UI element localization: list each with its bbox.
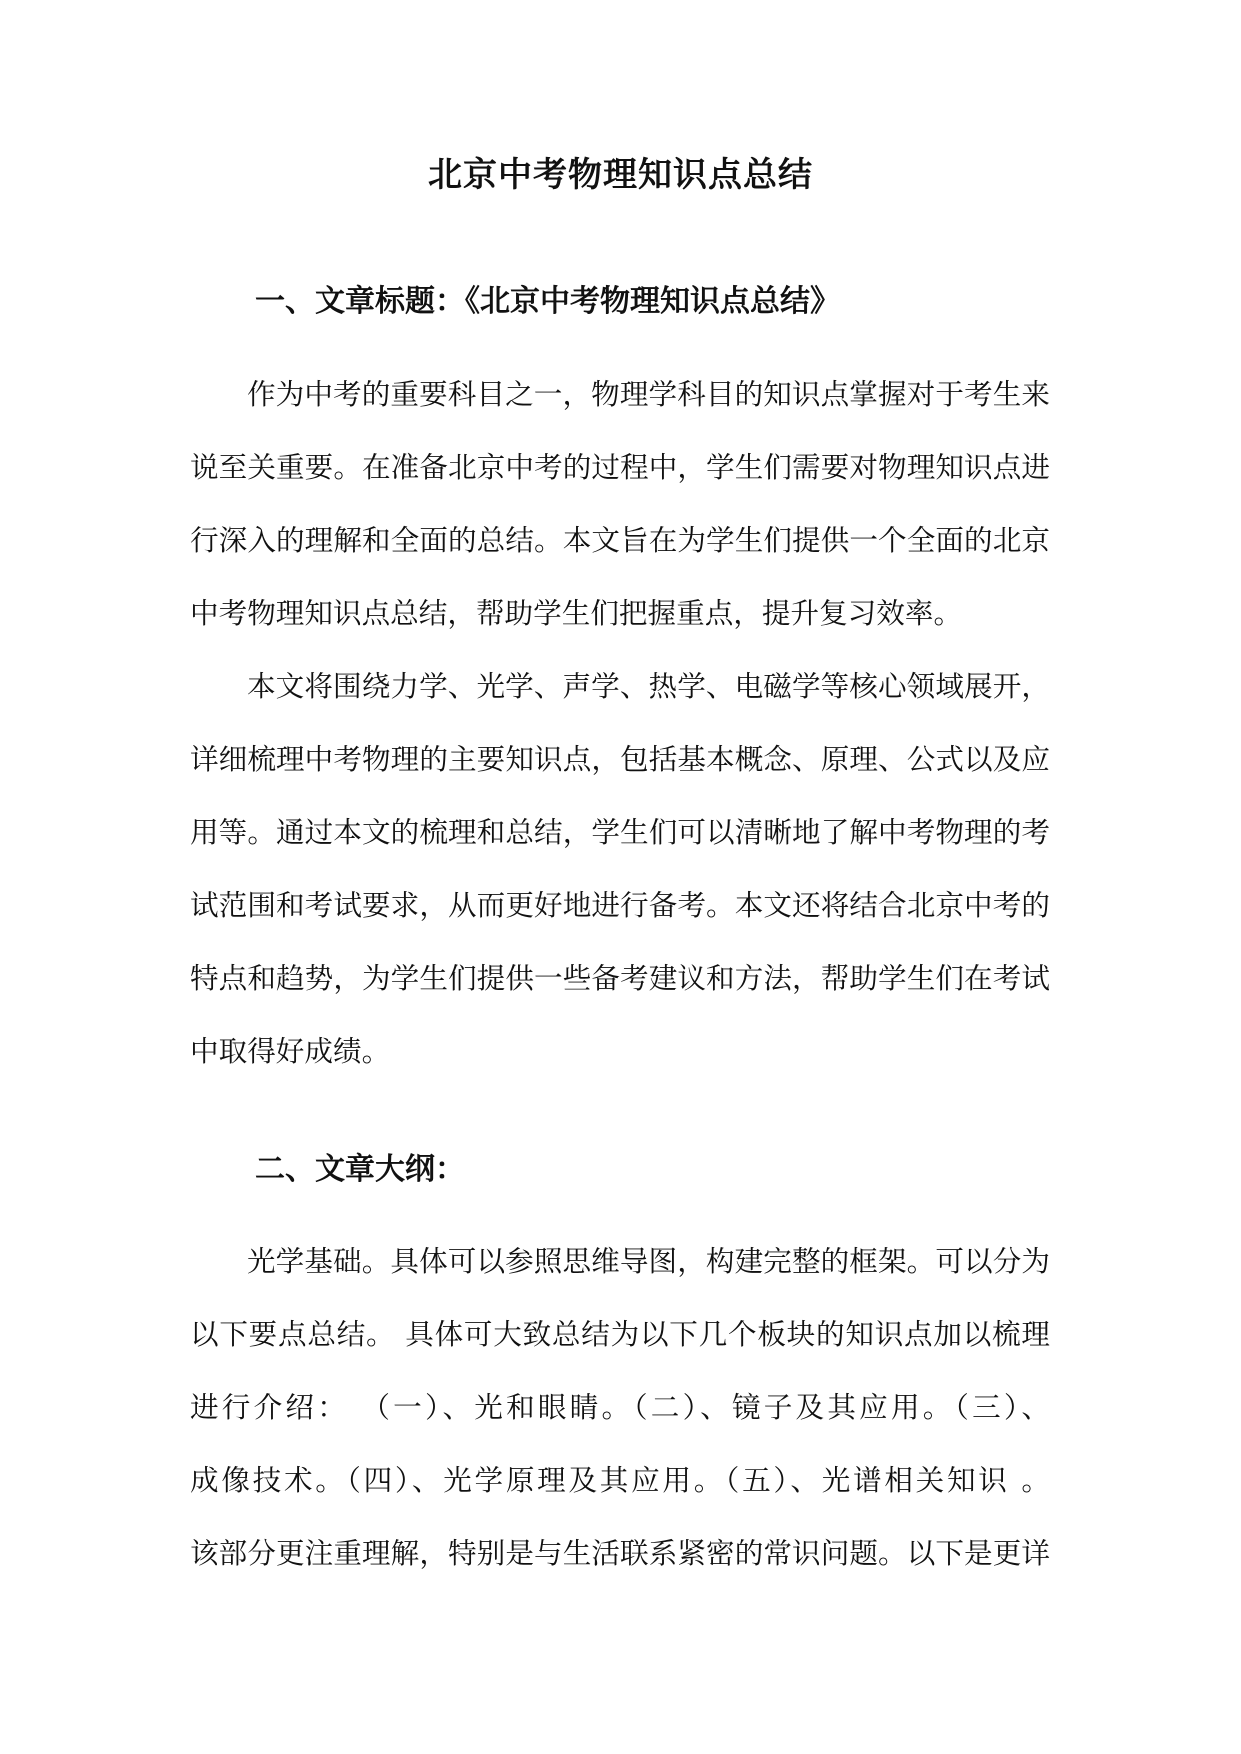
paragraph-line: 说至关重要。在准备北京中考的过程中，学生们需要对物理知识点进 [190,450,1050,484]
paragraph-line: 该部分更注重理解，特别是与生活联系紧密的常识问题。以下是更详 [190,1536,1050,1570]
paragraph-scope [190,650,1050,1088]
paragraph-line: 特点和趋势，为学生们提供一些备考建议和方法，帮助学生们在考试 [190,961,1050,995]
paragraph-introduction [190,358,1050,650]
paragraph-line: 中取得好成绩。 [190,1034,391,1068]
paragraph-line: 详细梳理中考物理的主要知识点，包括基本概念、原理、公式以及应 [190,742,1050,776]
paragraph-line: 中考物理知识点总结，帮助学生们把握重点，提升复习效率。 [190,596,963,630]
paragraph-line: 试范围和考试要求，从而更好地进行备考。本文还将结合北京中考的 [190,888,1050,922]
section-heading-article-title: 一、文章标题：《北京中考物理知识点总结》 [255,284,840,319]
paragraph-line: 成像技术。（四）、光学原理及其应用。（五）、光谱相关知识 。 [190,1463,1050,1497]
paragraph-line: 本文将围绕力学、光学、声学、热学、电磁学等核心领域展开， [247,669,1050,703]
section-heading-outline: 二、文章大纲： [255,1152,465,1187]
paragraph-line: 光学基础。具体可以参照思维导图，构建完整的框架。可以分为 [247,1244,1050,1278]
document-title: 北京中考物理知识点总结 [428,155,813,195]
paragraph-line: 进行介绍： （一）、光和眼睛。（二）、镜子及其应用。（三）、 [190,1390,1050,1424]
paragraph-line: 以下要点总结。 具体可大致总结为以下几个板块的知识点加以梳理 [190,1317,1050,1351]
paragraph-line: 行深入的理解和全面的总结。本文旨在为学生们提供一个全面的北京 [190,523,1050,557]
paragraph-optics-outline [190,1225,1050,1590]
paragraph-line: 用等。通过本文的梳理和总结，学生们可以清晰地了解中考物理的考 [190,815,1050,849]
paragraph-line: 作为中考的重要科目之一，物理学科目的知识点掌握对于考生来 [247,377,1050,411]
